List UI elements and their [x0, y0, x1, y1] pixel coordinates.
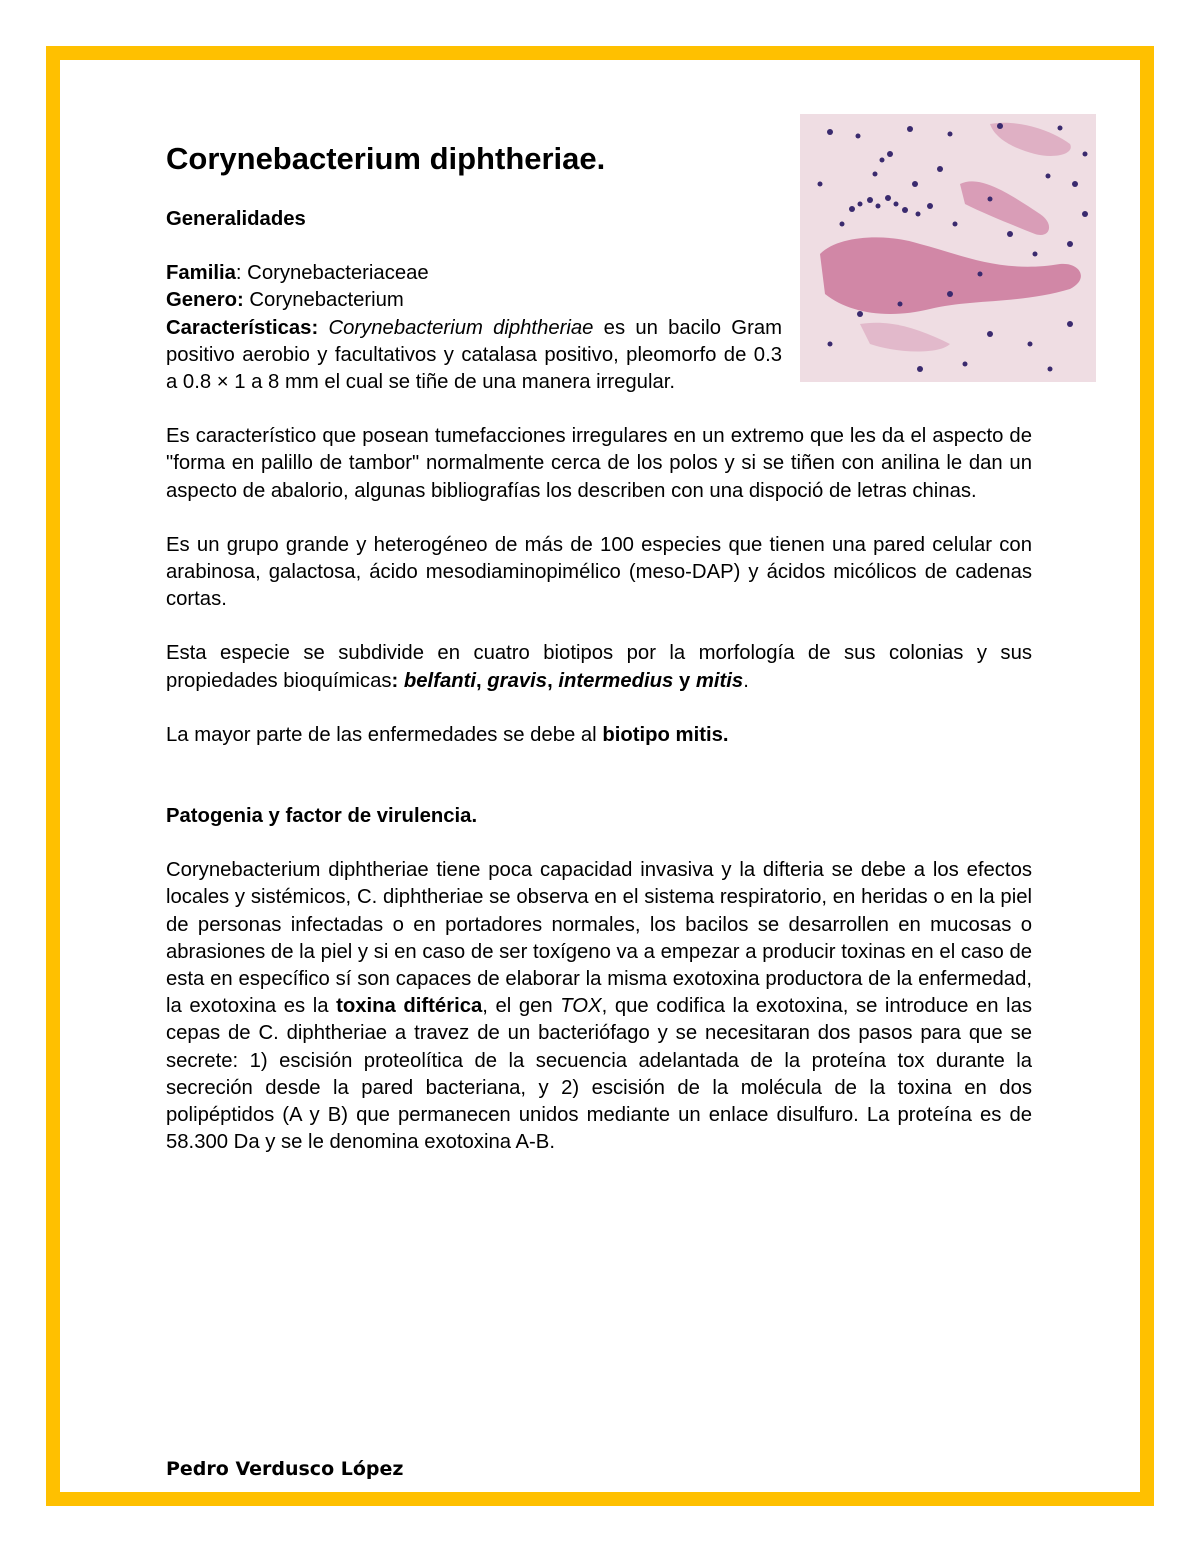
- paragraph-diseases: [166, 722, 1032, 749]
- patogenia-text-2: , el gen: [482, 995, 561, 1018]
- caracteristicas-paragraph: [166, 315, 782, 397]
- diseases-text: La mayor parte de las enfermedades se debe al: [166, 723, 603, 746]
- biotype-belfanti: belfanti: [403, 669, 477, 692]
- biotype-mitis: mitis: [695, 669, 744, 692]
- familia-line: [166, 260, 782, 287]
- author-name: Pedro Verdusco López: [166, 1458, 404, 1480]
- familia-sep: :: [235, 262, 248, 285]
- caracteristicas-text: es un bacilo Gram positivo aerobio y facultativos y catalasa positivo, pleomorfo de 0.3 a 0.8 × 1 a 8 mm el cual se tiñe de una manera irregular.: [166, 316, 783, 394]
- familia-value: Corynebacteriaceae: [247, 262, 429, 285]
- paragraph-cell-wall: Es un grupo grande y heterogéneo de más de 100 especies que tienen una pared celular con arabinosa, galactosa, ácido mesodiaminopimélico (meso-DAP) y ácidos micólicos de cadenas cortas.: [166, 533, 1032, 611]
- familia-label: Familia: [166, 262, 236, 285]
- biotype-and: y: [673, 669, 696, 692]
- genero-label: Genero:: [166, 289, 244, 312]
- paragraph-patogenia: [166, 857, 1032, 1156]
- gene-tox: TOX: [560, 995, 602, 1018]
- biotype-intermedius: intermedius: [558, 669, 674, 692]
- caracteristicas-label: Características:: [166, 316, 319, 339]
- biotype-gravis: gravis: [487, 669, 548, 692]
- section-heading-patogenia: Patogenia y factor de virulencia.: [166, 805, 478, 828]
- biotypes-end: .: [743, 669, 749, 692]
- biotype-sep-2: ,: [547, 669, 559, 692]
- patogenia-text-3: , que codifica la exotoxina, se introduce en las cepas de C. diphtheriae a travez de un bacteriófago y se necesitaran dos pasos para que se secrete: 1) escisión proteolítica de la secuencia adelantada de la proteína tox durante la secreción desde la pared bacteriana, y 2) escisión de la molécula de la toxina en dos polipéptidos (A y B) que permanecen unidos mediante un enlace disulfuro. La proteína es de 58.300 Da y se le denomina exotoxina A-B.: [166, 995, 1032, 1154]
- biotypes-colon: :: [391, 669, 404, 692]
- paragraph-morphology: Es característico que posean tumefacciones irregulares en un extremo que les da el aspecto de "forma en palillo de tambor" normalmente cerca de los polos y si se tiñen con anilina le dan un aspecto de abalorio, algunas bibliografías los describen con una dispoció de letras chinas.: [166, 425, 1032, 502]
- biotype-sep-1: ,: [476, 669, 488, 692]
- document-title: Corynebacterium diphtheriae.: [166, 141, 606, 176]
- toxina-difterica: toxina diftérica: [336, 995, 483, 1018]
- section-heading-generalidades: Generalidades: [166, 208, 306, 230]
- genero-value: Corynebacterium: [243, 289, 404, 312]
- paragraph-biotypes: [166, 640, 1032, 694]
- species-name: Corynebacterium diphtheriae: [328, 316, 594, 339]
- patogenia-text-1: Corynebacterium diphtheriae tiene poca capacidad invasiva y la difteria se debe a los efectos locales y sistémicos, C. diphtheriae se observa en el sistema respiratorio, en heridas o en la piel de personas infectadas o en portadores normales, los bacilos se desarrollen en mucosas o abrasiones de la piel y si en caso de ser toxígeno va a empezar a producir toxinas en el caso de esta en específico sí son capaces de elaborar la misma exotoxina productora de la enfermedad, la exotoxina es la: [166, 859, 1032, 1018]
- biotypes-text: Esta especie se subdivide en cuatro biotipos por la morfología de sus colonias y sus propiedades bioquímicas: [166, 642, 1032, 692]
- document-body: [166, 140, 1032, 1156]
- diseases-bold: biotipo mitis.: [602, 723, 729, 746]
- genero-line: [166, 287, 782, 314]
